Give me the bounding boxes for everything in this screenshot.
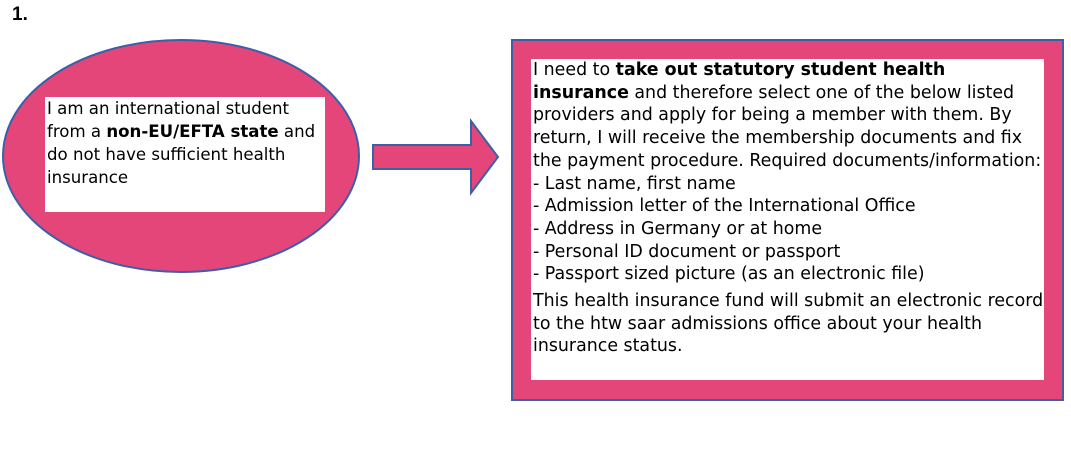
action-intro xyxy=(533,59,1044,173)
step-number: 1. xyxy=(12,4,28,25)
requirements-list xyxy=(533,173,1044,287)
list-item: - Admission letter of the International Office xyxy=(533,196,916,217)
action-box xyxy=(531,59,1044,380)
list-item: - Passport sized picture (as an electronic file) xyxy=(533,264,925,285)
action-intro-bold: take out statutory student health insurance xyxy=(533,60,946,103)
list-item: - Last name, first name xyxy=(533,173,736,194)
list-item: - Personal ID document or passport xyxy=(533,241,841,262)
action-intro-end: and therefore select one of the below listed providers and apply for being a member with them. By return, I will receive the membership documents and fix the payment procedure. Required documents/information: xyxy=(533,82,1042,171)
list-item: - Address in Germany or at home xyxy=(533,218,823,239)
condition-text-bold: non-EU/EFTA state xyxy=(106,122,279,141)
right-block-arrow-icon xyxy=(373,121,498,193)
action-intro-start: I need to xyxy=(533,60,616,80)
action-closing: This health insurance fund will submit an electronic record to the htw saar admissions office about your health insurance status. xyxy=(533,291,1044,357)
condition-text xyxy=(45,97,325,212)
condition-text-start: I am an international student from a xyxy=(47,99,290,141)
condition-text-end: and do not have sufficient health insurance xyxy=(47,122,316,187)
